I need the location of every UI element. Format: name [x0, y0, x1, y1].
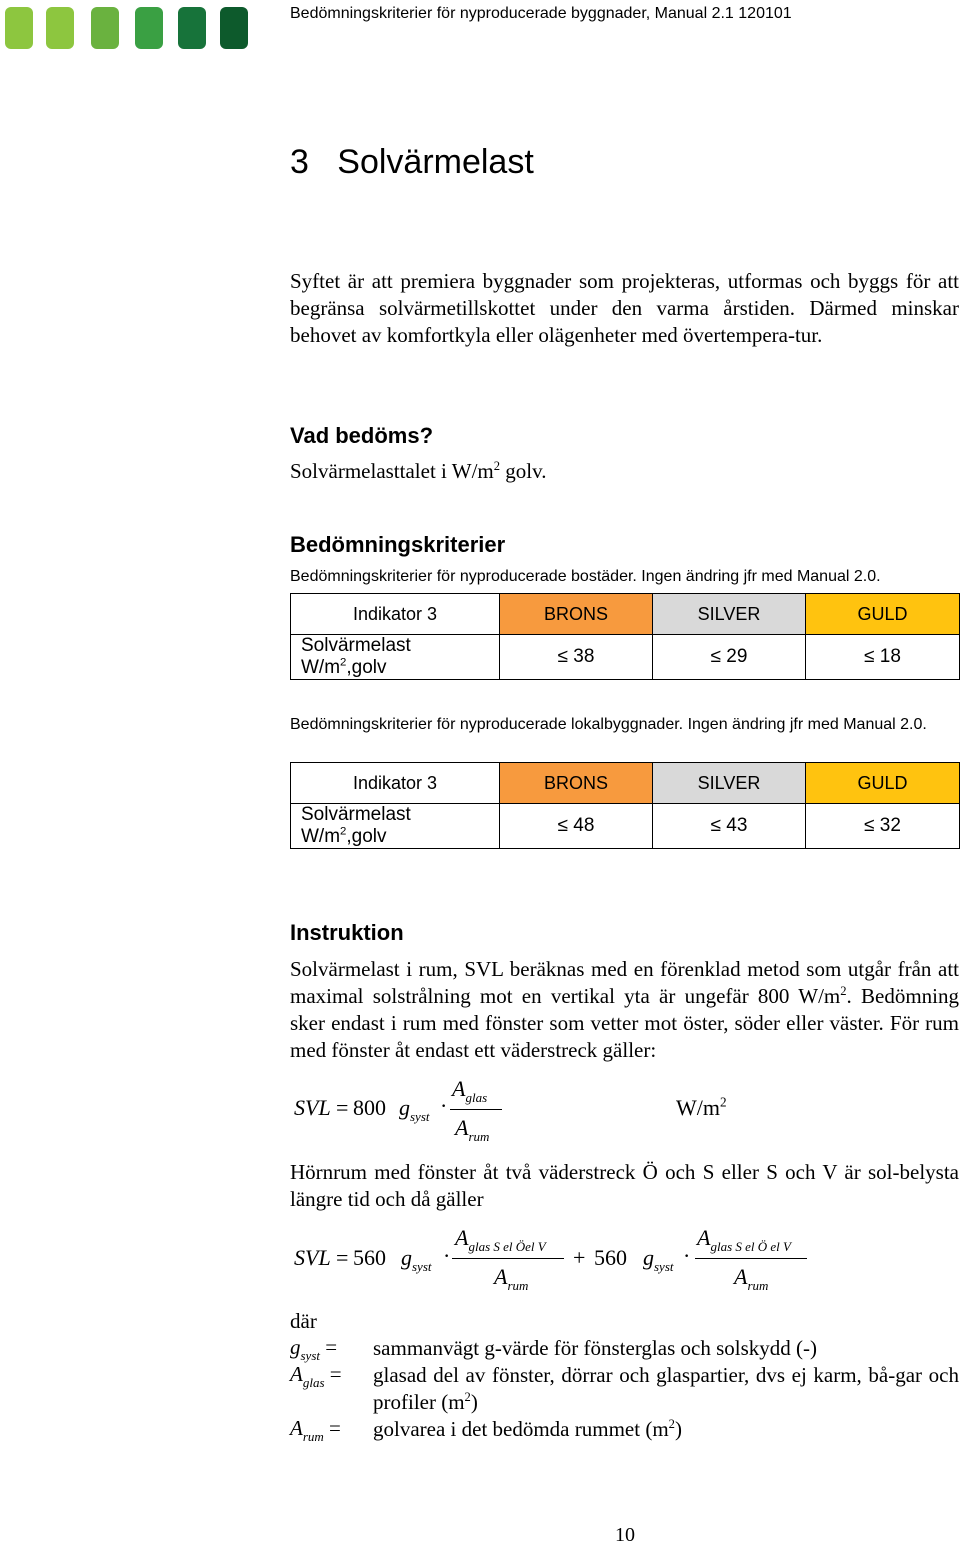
- chapter-title: [290, 143, 534, 182]
- vad-bedoms-heading: Vad bedöms?: [290, 423, 434, 448]
- formula-dot-1: ·: [443, 1243, 451, 1268]
- logo-bar-2: [46, 7, 74, 49]
- table-cell-brons: ≤ 38: [500, 635, 653, 680]
- chapter-name: Solvärmelast: [337, 143, 534, 181]
- table-cell-brons: ≤ 48: [500, 804, 653, 849]
- instruktion-heading: Instruktion: [290, 920, 404, 945]
- page-number: 10: [615, 1524, 635, 1546]
- table-row-label: Solvärmelast $W/m^2,golv$: [291, 635, 500, 680]
- formula-lhs: SVL: [294, 1095, 331, 1120]
- intro-paragraph: Syftet är att premiera byggnader som projekteras, utformas och byggs för att begränsa solvärmetillskottet under den varma årstiden. Därmed minskar behovet av komfortkyla eller olägenheter med övertempera-tur.: [290, 269, 959, 347]
- table-header-brons: BRONS: [500, 763, 653, 804]
- table1-caption: Bedömningskriterier för nyproducerade bostäder. Ingen ändring jfr med Manual 2.0.: [290, 568, 881, 585]
- table-cell-guld: ≤ 18: [806, 635, 960, 680]
- kriterier-heading: Bedömningskriterier: [290, 532, 506, 557]
- formula-denominator-1: $A_{rum}$: [494, 1264, 529, 1293]
- formula-denominator-2: $A_{rum}$: [734, 1264, 769, 1293]
- formula-g-2: $g_{syst}$: [643, 1245, 674, 1274]
- table-header-silver: SILVER: [653, 763, 806, 804]
- logo-bar-1: [5, 7, 33, 49]
- table-header-brons: BRONS: [500, 594, 653, 635]
- formula-numerator: $A_{glas}$: [452, 1076, 488, 1105]
- logo-bar-3: [135, 7, 163, 49]
- definition-text: golvarea i det bedömda rummet $(m^2)$: [373, 1417, 682, 1441]
- instruktion-paragraph: Solvärmelast i rum, SVL beräknas med en förenklad metod som utgår från att maximal solstrålning mot en vertikal yta är ungefär 800 $W/m^2$. Bedömning sker endast i rum med fönster som vetter mot öster, söder eller väster. För rum med fönster åt endast ett väderstreck gäller:: [290, 957, 960, 1062]
- table-header-silver: SILVER: [653, 594, 806, 635]
- table-header-guld: GULD: [806, 594, 960, 635]
- logo-bar-4: [178, 7, 206, 49]
- formula-plus: +: [573, 1245, 586, 1270]
- definition-text: sammanvägt g-värde för fönsterglas och solskydd (-): [373, 1336, 817, 1360]
- criteria-table-lokaler: [290, 762, 960, 849]
- definition-symbol: $A_{glas}$ =: [290, 1362, 342, 1390]
- table-cell-silver: ≤ 29: [653, 635, 806, 680]
- formula-numerator-2: $A_{glas S el Ö el V}$: [697, 1225, 791, 1254]
- formula-eq: =: [336, 1095, 349, 1120]
- formula-fraction-line-2: [695, 1258, 807, 1259]
- definition-text: glasad del av fönster, dörrar och glaspartier, dvs ej karm, bå-gar och profiler $(m^2)$: [373, 1363, 959, 1414]
- formula-dot: ·: [440, 1093, 448, 1118]
- formula-unit: $W/m^2$: [676, 1094, 727, 1120]
- table-header-indikator: Indikator 3: [291, 594, 500, 635]
- table-cell-guld: ≤ 32: [806, 804, 960, 849]
- hornrum-paragraph: Hörnrum med fönster åt två väderstreck Ö och S eller S och V är sol-belysta längre tid och då gäller: [290, 1160, 959, 1211]
- table-header-indikator: Indikator 3: [291, 763, 500, 804]
- criteria-table-bostader: [290, 593, 960, 680]
- chapter-number: 3: [290, 143, 309, 181]
- formula-coef-2: 560: [594, 1245, 627, 1270]
- formula-fraction-line: [450, 1109, 502, 1110]
- formula-denominator: $A_{rum}$: [455, 1115, 490, 1144]
- table-header-guld: GULD: [806, 763, 960, 804]
- formula-g-1: $g_{syst}$: [401, 1245, 432, 1274]
- table-cell-silver: ≤ 43: [653, 804, 806, 849]
- definition-symbol: $g_{syst}$ =: [290, 1335, 338, 1363]
- table-row-label: Solvärmelast $W/m^2,golv$: [291, 804, 500, 849]
- formula-coef: 800: [353, 1095, 386, 1120]
- formula-numerator-1: $A_{glas S el Öel V}$: [455, 1225, 546, 1254]
- logo-bar-6: [91, 7, 119, 49]
- formula-dot-2: ·: [683, 1243, 691, 1268]
- formula-g: $g_{syst}$: [399, 1095, 430, 1124]
- table2-caption: Bedömningskriterier för nyproducerade lokalbyggnader. Ingen ändring jfr med Manual 2.0.: [290, 716, 927, 733]
- logo-bar-5: [220, 7, 248, 49]
- running-header: Bedömningskriterier för nyproducerade byggnader, Manual 2.1 120101: [290, 5, 792, 22]
- formula-eq: =: [336, 1245, 349, 1270]
- formula-fraction-line-1: [452, 1258, 564, 1259]
- vad-bedoms-text: Solvärmelasttalet i $W/m^2$ golv.: [290, 459, 547, 483]
- dar-label: där: [290, 1309, 317, 1333]
- definition-symbol: $A_{rum}$ =: [290, 1416, 341, 1444]
- formula-lhs: SVL: [294, 1245, 331, 1270]
- formula-coef-1: 560: [353, 1245, 386, 1270]
